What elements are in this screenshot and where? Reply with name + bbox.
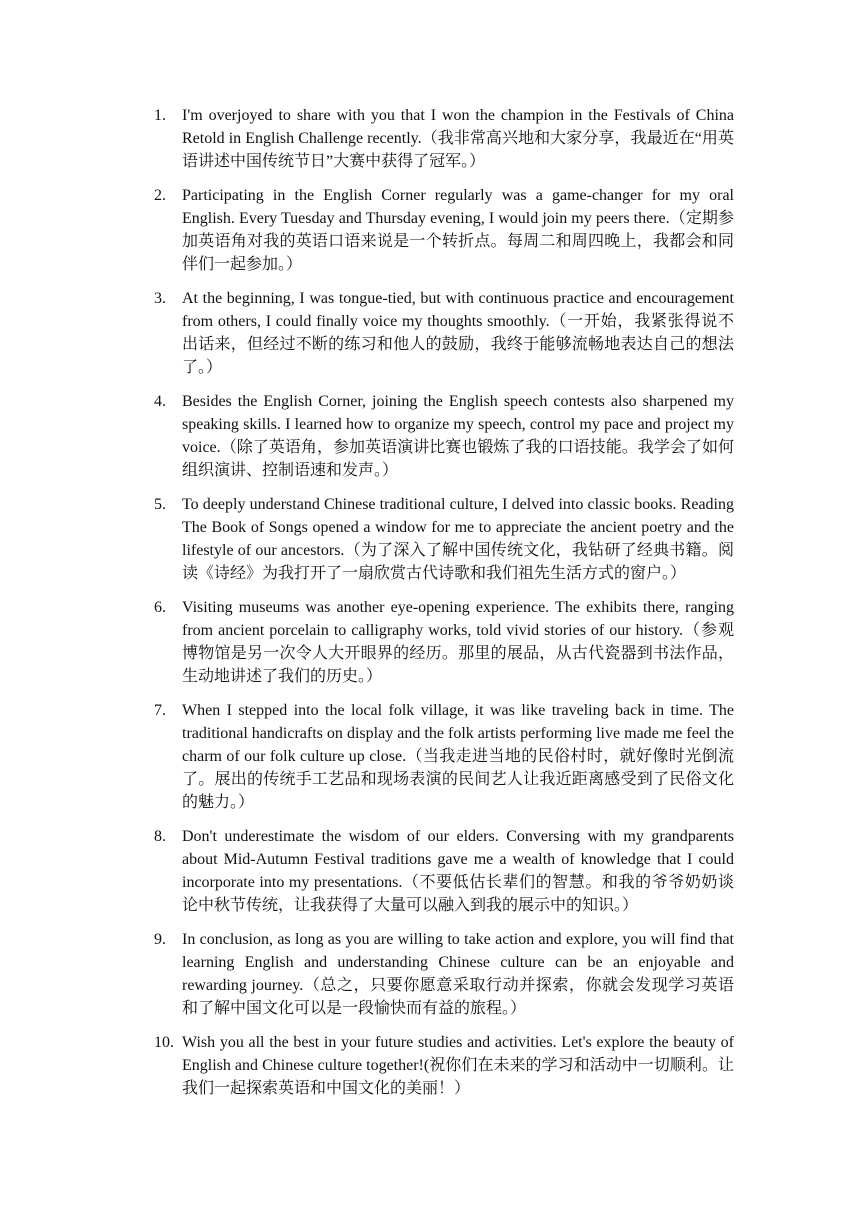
item-number: 7.	[154, 702, 166, 719]
list-item	[154, 1031, 734, 1100]
item-number: 4.	[154, 393, 166, 410]
item-text: To deeply understand Chinese traditional culture, I delved into classic books. Reading The Book of Songs opened a window for me to appreciate the ancient poetry and the lifestyle of our ancestors.（为了深入了解中国传统文化，我钻研了经典书籍。阅读《诗经》为我打开了一扇欣赏古代诗歌和我们祖先生活方式的窗户。）	[182, 496, 734, 582]
item-text: Visiting museums was another eye-opening experience. The exhibits there, ranging from ancient porcelain to calligraphy works, told vivid stories of our history.（参观博物馆是另一次令人大开眼界的经历。那里的展品，从古代瓷器到书法作品，生动地讲述了我们的历史。）	[182, 599, 734, 685]
sentence-list	[154, 104, 734, 1111]
list-item	[154, 287, 734, 379]
list-item	[154, 825, 734, 917]
list-item	[154, 184, 734, 276]
item-number: 3.	[154, 290, 166, 307]
list-item	[154, 699, 734, 814]
item-number: 1.	[154, 107, 166, 124]
list-item	[154, 390, 734, 482]
item-text: Wish you all the best in your future studies and activities. Let's explore the beauty of English and Chinese culture together!(祝你们在未来的学习和活动中一切顺利。让我们一起探索英语和中国文化的美丽！）	[182, 1034, 734, 1097]
list-item	[154, 928, 734, 1020]
item-number: 5.	[154, 496, 166, 513]
item-number: 10.	[154, 1034, 174, 1051]
item-text: Participating in the English Corner regularly was a game-changer for my oral English. Every Tuesday and Thursday evening, I would join my peers there.（定期参加英语角对我的英语口语来说是一个转折点。每周二和周四晚上，我都会和同伴们一起参加。）	[182, 187, 734, 273]
item-text: Besides the English Corner, joining the English speech contests also sharpened my speaking skills. I learned how to organize my speech, control my pace and project my voice.（除了英语角，参加英语演讲比赛也锻炼了我的口语技能。我学会了如何组织演讲、控制语速和发声。）	[182, 393, 734, 479]
item-text: When I stepped into the local folk village, it was like traveling back in time. The traditional handicrafts on display and the folk artists performing live made me feel the charm of our folk culture up close.（当我走进当地的民俗村时，就好像时光倒流了。展出的传统手工艺品和现场表演的民间艺人让我近距离感受到了民俗文化的魅力。）	[182, 702, 734, 811]
item-number: 2.	[154, 187, 166, 204]
item-number: 9.	[154, 931, 166, 948]
item-text: Don't underestimate the wisdom of our elders. Conversing with my grandparents about Mid-Autumn Festival traditions gave me a wealth of knowledge that I could incorporate into my presentations.（不要低估长辈们的智慧。和我的爷爷奶奶谈论中秋节传统，让我获得了大量可以融入到我的展示中的知识。）	[182, 828, 734, 914]
list-item	[154, 596, 734, 688]
item-text: I'm overjoyed to share with you that I won the champion in the Festivals of China Retold in English Challenge recently.（我非常高兴地和大家分享，我最近在“用英语讲述中国传统节日”大赛中获得了冠军。）	[182, 107, 734, 170]
list-item	[154, 493, 734, 585]
item-number: 6.	[154, 599, 166, 616]
item-text: In conclusion, as long as you are willing to take action and explore, you will find that learning English and understanding Chinese culture can be an enjoyable and rewarding journey.（总之，只要你愿意采取行动并探索，你就会发现学习英语和了解中国文化可以是一段愉快而有益的旅程。）	[182, 931, 734, 1017]
item-text: At the beginning, I was tongue-tied, but with continuous practice and encouragement from others, I could finally voice my thoughts smoothly.（一开始，我紧张得说不出话来，但经过不断的练习和他人的鼓励，我终于能够流畅地表达自己的想法了。）	[182, 290, 734, 376]
item-number: 8.	[154, 828, 166, 845]
list-item	[154, 104, 734, 173]
